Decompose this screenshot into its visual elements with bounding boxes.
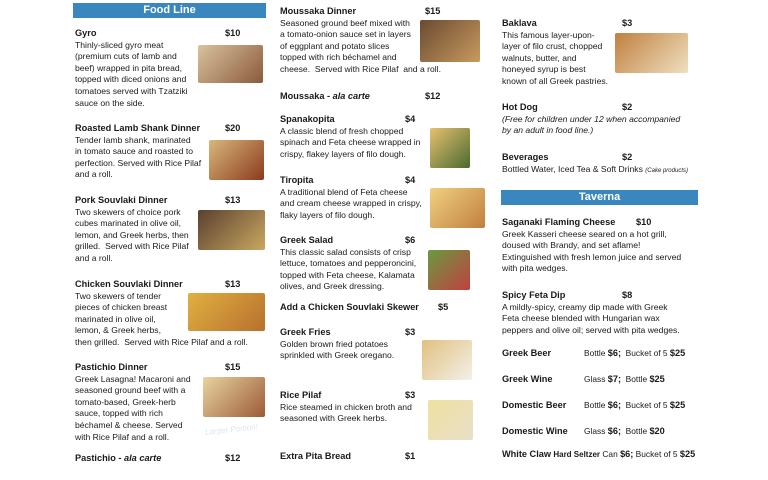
drink-subname: Hard Seltzer [553,450,601,459]
item-description: Two skewers of choice pork cubes marinated in olive oil, lemon, and Greek herbs, then grilled. Served with Rice Pilaf and a roll. [75,206,189,263]
menu-item [502,217,689,275]
item-name: Hot Dog [502,102,538,112]
item-name: Chicken Souvlaki Dinner [75,279,183,289]
item-description: A traditional blend of Feta cheese and cream cheese wrapped in crispy, flaky layers of filo dough. [280,186,422,220]
drink-row [502,449,695,459]
item-price: $3 [405,327,416,337]
baklava-photo [615,33,688,73]
item-price: $3 [405,390,416,400]
item-price: $5 [438,302,449,312]
item-name: Spicy Feta Dip [502,290,566,300]
item-price: $6 [405,235,416,245]
item-description: Two skewers of tender pieces of chicken breast marinated in olive oil, lemon, & Greek herbs, then grilled. Served with Rice Pilaf and a roll. [75,290,248,347]
item-price: $12 [425,91,441,101]
lamb-shank-photo [209,140,264,180]
item-price: $10 [225,28,241,38]
item-name: Tiropita [280,175,314,185]
item-price: $15 [225,362,241,372]
drink-row [502,426,665,436]
item-price: $20 [225,123,241,133]
item-description: This famous layer-upon- layer of filo crust, chopped walnuts, butter, and honeyed syrup is best known of all Greek pastries. [502,29,609,86]
drink-name: Domestic Beer [502,400,567,410]
item-name: Beverages [502,152,549,162]
drink-size: Bottle [584,348,608,358]
item-price: $12 [225,453,241,463]
item-description: Greek Kasseri cheese seared on a hot grill, doused with Brandy, and set aflame! Extinguished with fresh lemon juice and served with pita wedges. [502,228,682,274]
drink-size: Bottle [584,400,608,410]
item-name: Moussaka Dinner [280,6,357,16]
drink-row [502,400,685,410]
larger-portion-watermark: Larger Portion! [204,422,259,437]
drink-name: Greek Wine [502,374,553,384]
drink-price: $25 [669,348,686,358]
drink-price: $25 [649,374,665,384]
item-price: $4 [405,114,416,124]
food-line-header: Food Line [73,3,266,18]
item-description: Seasoned ground beef mixed with a tomato-onion sauce set in layers of eggplant and potato slices topped with rich béchamel and cheese. Served with Rice Pilaf and a roll. [280,17,441,74]
item-name: Pastichio Dinner [75,362,148,372]
item-name: Baklava [502,18,537,28]
taverna-header: Taverna [501,190,698,205]
greek-fries-photo [422,340,472,380]
pastichio-photo [203,377,265,417]
drink-price: $20 [649,426,665,436]
item-description: Tender lamb shank, marinated in tomato sauce and roasted to perfection. Served with Rice Pilaf and a roll. [75,134,202,180]
item-price: $4 [405,175,416,185]
item-description: Greek Lasagna! Macaroni and seasoned ground beef with a tomato-based, Greek-herb sauce, topped with rich béchamel & cheese. Served with Rice Pilaf and a roll. [75,373,191,442]
drink-name: Greek Beer [502,348,552,358]
item-price: $15 [425,6,441,16]
chicken-souvlaki-photo [188,293,265,331]
tiropita-photo [430,188,485,228]
drink-price: $6; [607,400,622,410]
item-price: $10 [636,217,652,227]
item-description: Golden brown fried potatoes sprinkled with Greek oregano. [280,338,395,361]
item-price: $3 [622,18,633,28]
drink-size: Bucket of 5 [621,400,670,410]
item-description: Thinly-sliced gyro meat (premium cuts of lamb and beef) wrapped in pita bread, topped with diced onions and tomatoes served with Tzatziki sauce on the side. [75,39,188,108]
drink-row [502,374,665,384]
menu-item [280,451,475,463]
item-name: Rice Pilaf [280,390,322,400]
drink-size: Bottle [621,374,650,384]
drink-price: $6; [620,449,634,459]
drink-row [502,348,685,358]
item-price: $13 [225,195,241,205]
item-name: Moussaka - ala carte [280,91,370,101]
drink-size: Bucket of 5 [633,449,680,459]
item-name: Roasted Lamb Shank Dinner [75,123,201,133]
drink-size: Glass [584,426,608,436]
item-price: $13 [225,279,241,289]
item-name: Saganaki Flaming Cheese [502,217,616,227]
item-description: Rice steamed in chicken broth and seasoned with Greek herbs. [280,401,412,424]
moussaka-photo [420,20,480,62]
item-name: Greek Salad [280,235,334,245]
drink-name: Domestic Wine [502,426,568,436]
item-name: Greek Fries [280,327,331,337]
item-price: $2 [622,102,633,112]
menu-item [502,290,689,336]
item-description: A classic blend of fresh chopped spinach and Feta cheese wrapped in crispy, flakey layers of filo dough. [280,125,421,159]
greek-salad-photo [428,250,470,290]
item-name: Add a Chicken Souvlaki Skewer [280,302,419,312]
drink-price: $25 [669,400,686,410]
item-name: Spanakopita [280,114,335,124]
item-name: Pork Souvlaki Dinner [75,195,168,205]
drink-price: $25 [679,449,696,459]
item-name-italic: ala carte [332,91,370,101]
item-description: A mildly-spicy, creamy dip made with Greek Feta cheese blended with Hungarian wax peppers and olive oil; served with pita wedges. [502,301,680,335]
gyro-photo [198,45,263,83]
item-name: Gyro [75,28,97,38]
item-description: This classic salad consists of crisp lettuce, tomatoes and pepperoncini, topped with Feta cheese, Kalamata olives, and Greek dressing. [280,246,417,292]
item-price: $8 [622,290,633,300]
spanakopita-photo [430,128,470,168]
item-description: Bottled Water, Iced Tea & Soft Drinks (Cake products) [502,163,688,174]
drink-price: $7; [607,374,622,384]
drink-size: Glass [584,374,608,384]
item-name-italic: ala carte [124,453,162,463]
drink-size: Can [600,449,621,459]
menu-item [502,102,689,137]
drink-name: White Claw [502,449,552,459]
drink-size: Bucket of 5 [621,348,670,358]
item-note: (Cake products) [645,167,688,174]
drink-price: $6; [607,348,622,358]
rice-pilaf-photo [428,400,473,440]
drink-size: Bottle [621,426,650,436]
item-price: $1 [405,451,416,461]
item-name: Extra Pita Bread [280,451,351,461]
item-description: (Free for children under 12 when accompanied by an adult in food line.) [502,113,681,136]
menu-item [280,91,475,103]
menu-item [502,152,689,177]
menu-item [280,302,475,314]
menu-item [75,453,265,465]
item-name: Pastichio - ala carte [75,453,162,463]
pork-souvlaki-photo [198,210,265,250]
item-price: $2 [622,152,633,162]
drink-price: $6; [607,426,622,436]
